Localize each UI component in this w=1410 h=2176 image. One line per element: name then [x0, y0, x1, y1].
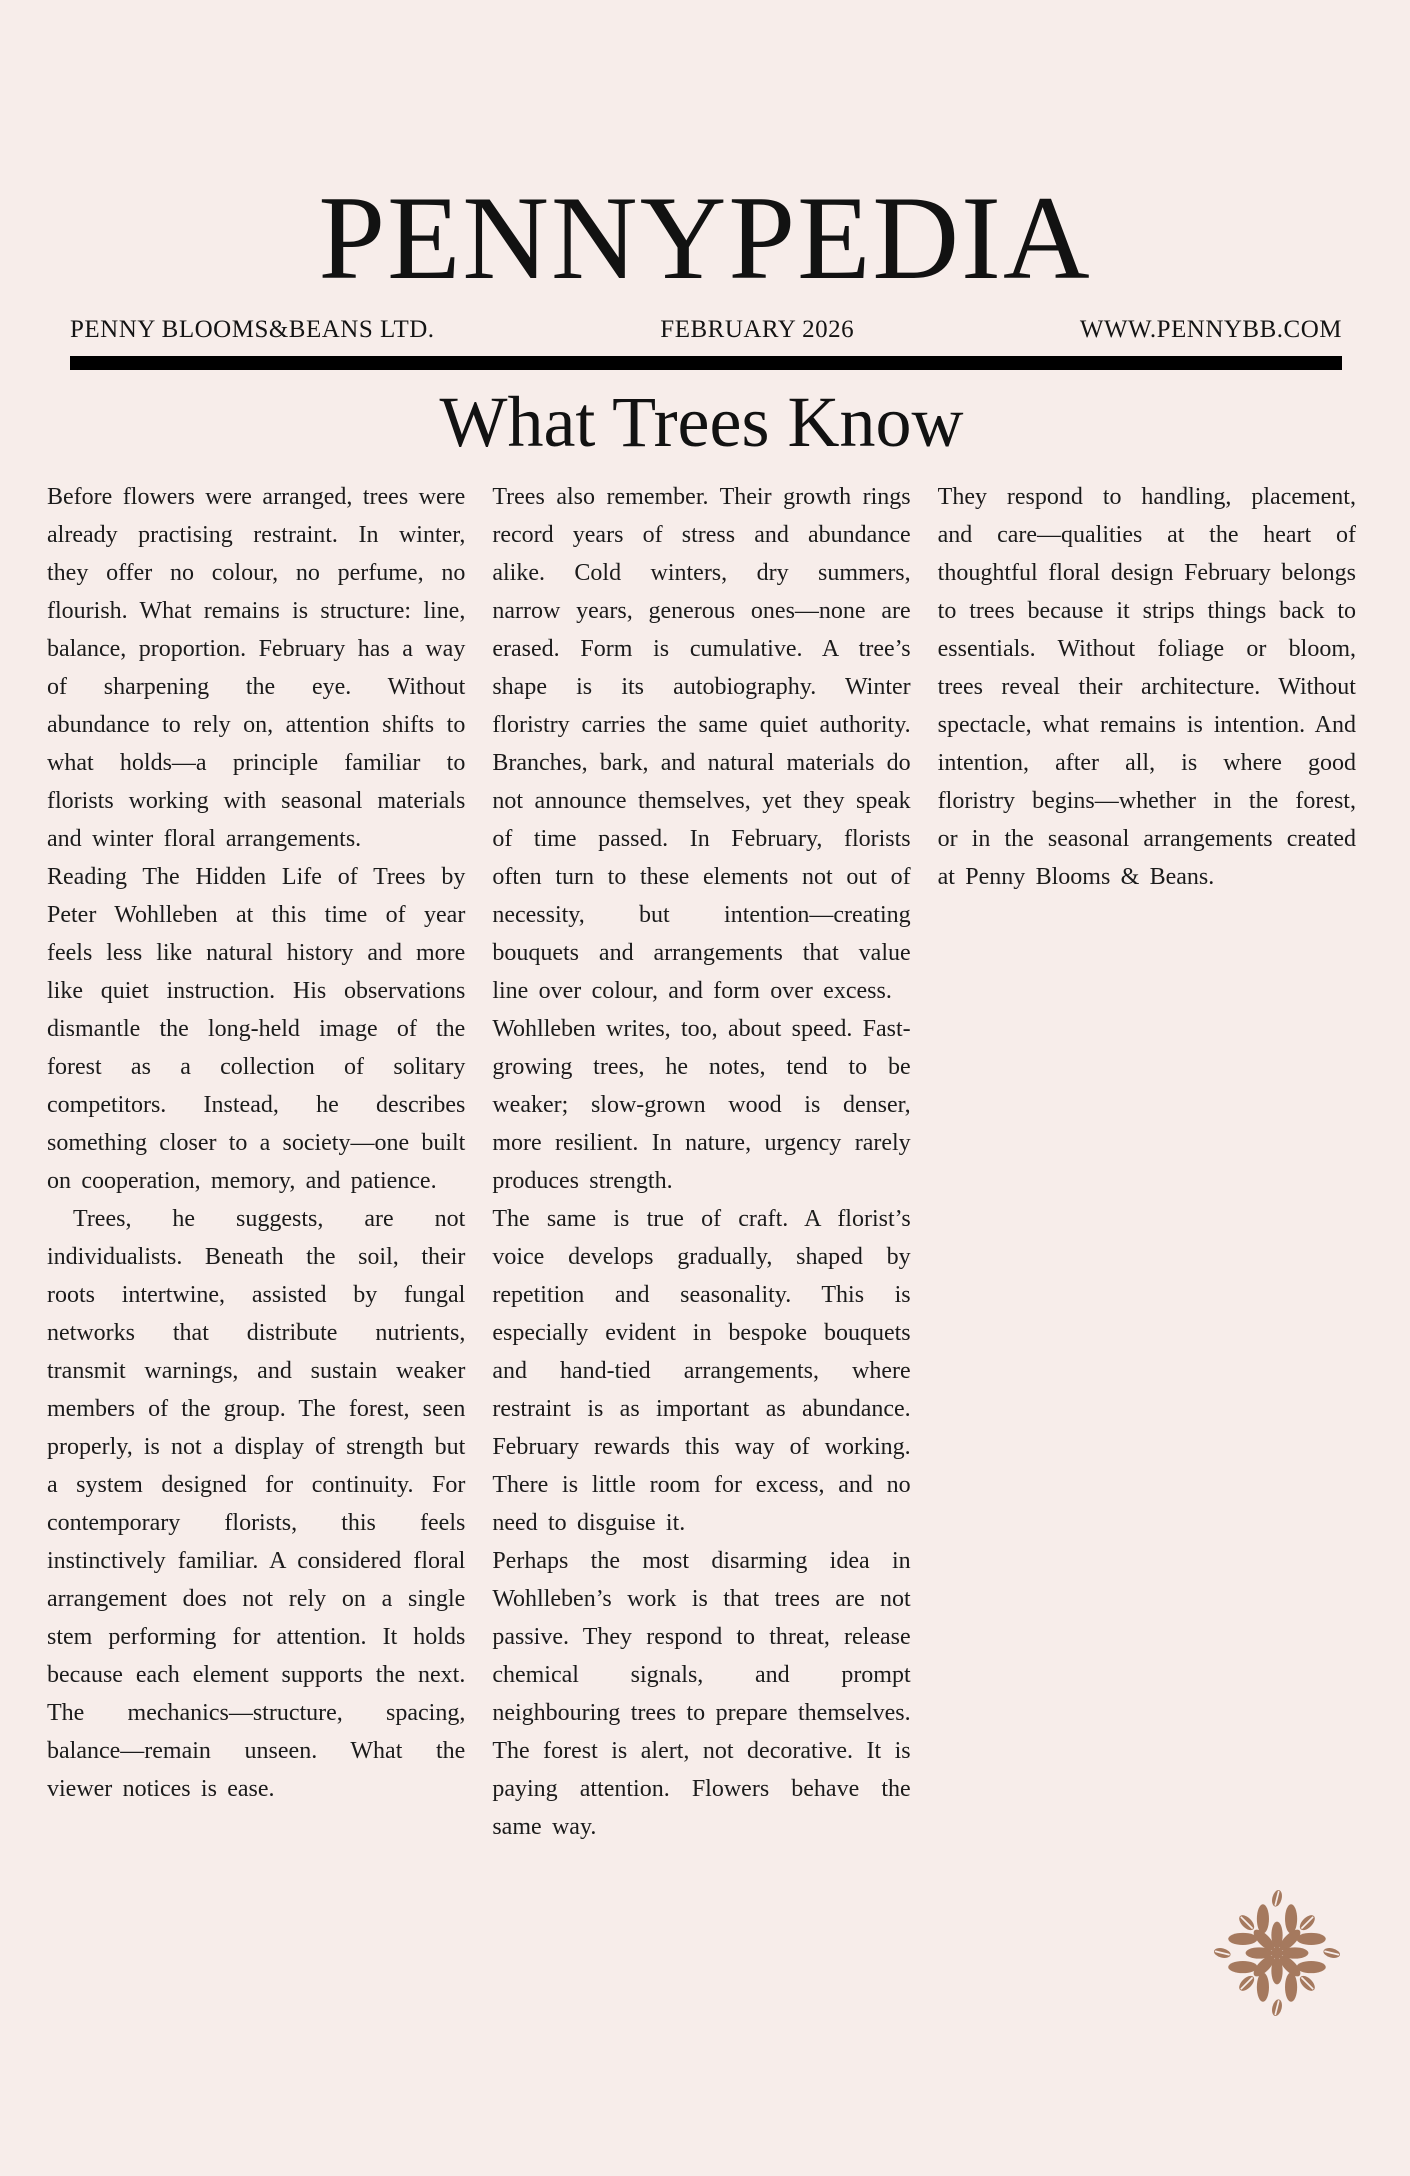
publication-title: PENNYPEDIA	[318, 171, 1092, 304]
article-column-1	[47, 478, 465, 1808]
article-column-3	[938, 478, 1356, 896]
paragraph: Wohlleben writes, too, about speed. Fast-growing trees, he notes, tend to be weaker; slow-grown wood is denser, more resilient. In nature, urgency rarely produces strength.	[492, 1015, 911, 1194]
paragraph: Perhaps the most disarming idea in Wohlleben’s work is that trees are not passive. They respond to threat, release chemical signals, and prompt neighbouring trees to prepare themselves. The forest is alert, not decorative. It is paying attention. Flowers behave the same way.	[492, 1547, 911, 1840]
article-column-2	[492, 478, 910, 1846]
publisher-name: PENNY BLOOMS&BEANS LTD.	[70, 315, 435, 343]
paragraph: The same is true of craft. A florist’s voice develops gradually, shaped by repetition and seasonality. This is especially evident in bespoke bouquets and hand-tied arrangements, where restraint is as important as abundance. February rewards this way of working. There is little room for excess, and no need to disguise it.	[492, 1205, 911, 1536]
paragraph: They respond to handling, placement, and care—qualities at the heart of thoughtful floral design February belongs to trees because it strips things back to essentials. Without foliage or bloom, trees reveal their architecture. Without spectacle, what remains is intention. And intention, after all, is where good floristry begins—whether in the forest, or in the seasonal arrangements created at Penny Blooms & Beans.	[937, 483, 1356, 890]
paragraph: Trees also remember. Their growth rings record years of stress and abundance alike. Cold winters, dry summers, narrow years, generous ones—none are erased. Form is cumulative. A tree’s shape is its autobiography. Winter floristry carries the same quiet authority. Branches, bark, and natural materials do not announce themselves, yet they speak of time passed. In February, florists often turn to these elements not out of necessity, but intention—creating bouquets and arrangements that value line over colour, and form over excess.	[492, 483, 911, 1004]
article-title: What Trees Know	[439, 381, 964, 462]
coffee-bean-flower-icon	[1212, 1888, 1342, 2018]
paragraph: Trees, he suggests, are not individualists. Beneath the soil, their roots intertwine, assisted by fungal networks that distribute nutrients, transmit warnings, and sustain weaker members of the group. The forest, seen properly, is not a display of strength but a system designed for continuity. For contemporary florists, this feels instinctively familiar. A considered floral arrangement does not rely on a single stem performing for attention. It holds because each element supports the next. The mechanics—structure, spacing, balance—remain unseen. What the viewer notices is ease.	[47, 1205, 466, 1802]
article	[0, 383, 1410, 1846]
masthead-divider-rule	[70, 356, 1342, 370]
masthead	[0, 171, 1410, 370]
ornament-center-dot	[1271, 1947, 1282, 1958]
issue-date: FEBRUARY 2026	[660, 315, 855, 343]
paragraph: Before flowers were arranged, trees were already practising restraint. In winter, they offer no colour, no perfume, no flourish. What remains is structure: line, balance, proportion. February has a way of sharpening the eye. Without abundance to rely on, attention shifts to what holds—a principle familiar to florists working with seasonal materials and winter floral arrangements.	[47, 483, 466, 852]
website-url: WWW.PENNYBB.COM	[1079, 315, 1342, 343]
masthead-subheader	[70, 315, 1342, 345]
paragraph: Reading The Hidden Life of Trees by Peter Wohlleben at this time of year feels less like natural history and more like quiet instruction. His observations dismantle the long-held image of the forest as a collection of solitary competitors. Instead, he describes something closer to a society—one built on cooperation, memory, and patience.	[47, 863, 466, 1194]
newspaper-page	[0, 171, 1410, 2176]
article-columns	[47, 478, 1356, 1846]
